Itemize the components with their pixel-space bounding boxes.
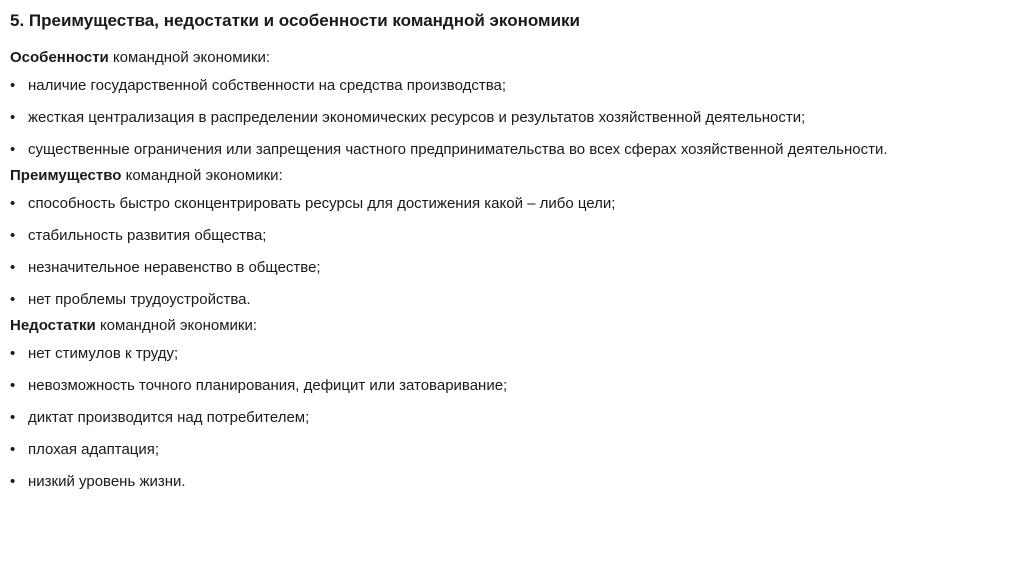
bullet-icon: • — [10, 345, 16, 362]
section-heading — [10, 166, 1014, 186]
section-heading-rest: командной экономики: — [95, 317, 258, 334]
list-item-text: существенные ограничения или запрещения частного предпринимательства во всех сферах хозяйственной деятельности. — [28, 141, 888, 158]
section-features — [10, 48, 1014, 160]
list-item-text: низкий уровень жизни. — [28, 473, 186, 490]
section-disadvantages — [10, 316, 1014, 492]
bullet-list — [10, 76, 1014, 160]
list-item — [10, 226, 1014, 246]
bullet-icon: • — [10, 259, 16, 276]
section-heading-bold: Преимущество — [10, 167, 122, 184]
list-item — [10, 108, 1014, 128]
list-item-text: невозможность точного планирования, дефицит или затоваривание; — [28, 377, 508, 394]
bullet-icon: • — [10, 441, 16, 458]
slide-title: 5. Преимущества, недостатки и особенности командной экономики — [10, 11, 580, 30]
list-item — [10, 76, 1014, 96]
list-item-text: плохая адаптация; — [28, 441, 160, 458]
section-heading-bold: Особенности — [10, 49, 109, 66]
bullet-list — [10, 344, 1014, 492]
bullet-icon: • — [10, 195, 16, 212]
section-advantages — [10, 166, 1014, 310]
bullet-list — [10, 194, 1014, 310]
list-item-text: наличие государственной собственности на средства производства; — [28, 77, 507, 94]
list-item-text: незначительное неравенство в обществе; — [28, 259, 321, 276]
section-heading-rest: командной экономики: — [121, 167, 283, 184]
list-item-text: нет стимулов к труду; — [28, 345, 179, 362]
bullet-icon: • — [10, 109, 16, 126]
list-item — [10, 290, 1014, 310]
list-item-text: диктат производится над потребителем; — [28, 409, 310, 426]
list-item-text: способность быстро сконцентрировать ресурсы для достижения какой – либо цели; — [28, 195, 616, 212]
bullet-icon: • — [10, 377, 16, 394]
bullet-icon: • — [10, 141, 16, 158]
list-item — [10, 140, 1014, 160]
bullet-icon: • — [10, 227, 16, 244]
bullet-icon: • — [10, 473, 16, 490]
list-item — [10, 440, 1014, 460]
section-heading — [10, 316, 1014, 336]
list-item — [10, 376, 1014, 396]
bullet-icon: • — [10, 77, 16, 94]
list-item-text: жесткая централизация в распределении экономических ресурсов и результатов хозяйственной деятельности; — [28, 109, 806, 126]
section-heading-rest: командной экономики: — [108, 49, 271, 66]
list-item-text: стабильность развития общества; — [28, 227, 267, 244]
bullet-icon: • — [10, 409, 16, 426]
list-item — [10, 408, 1014, 428]
section-heading — [10, 48, 1014, 68]
list-item — [10, 194, 1014, 214]
list-item — [10, 344, 1014, 364]
section-heading-bold: Недостатки — [10, 317, 96, 334]
list-item-text: нет проблемы трудоустройства. — [28, 291, 251, 308]
bullet-icon: • — [10, 291, 16, 308]
list-item — [10, 472, 1014, 492]
list-item — [10, 258, 1014, 278]
